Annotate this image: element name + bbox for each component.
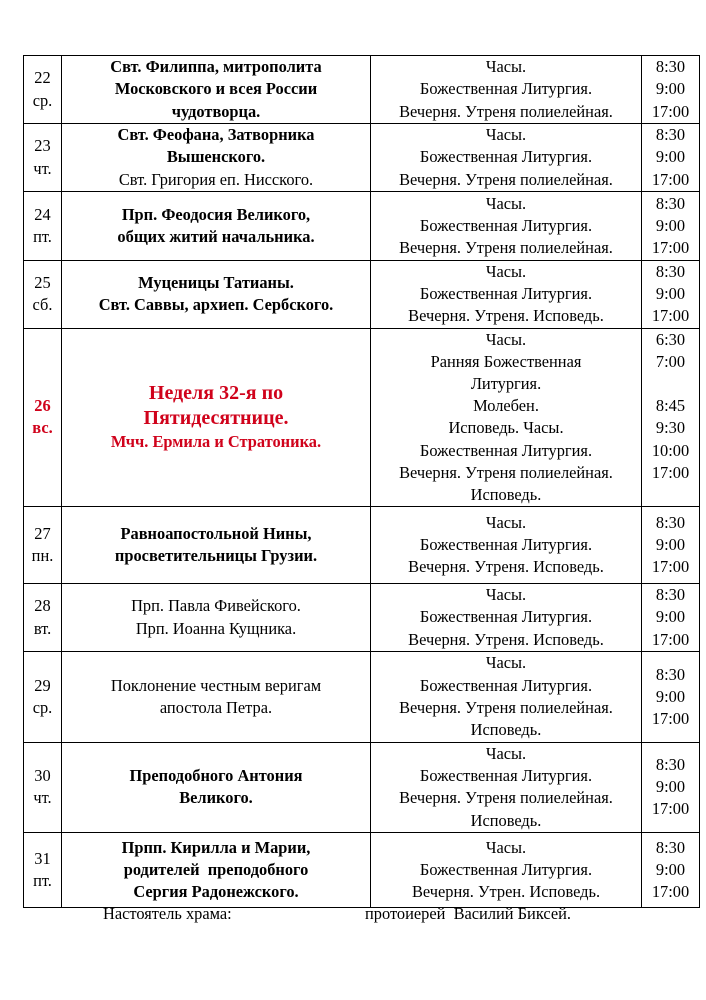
service-line: Вечерня. Утреня полиелейная. xyxy=(399,238,613,258)
feast-cell xyxy=(62,742,371,832)
services-cell xyxy=(371,507,642,584)
weekday: пн. xyxy=(31,546,54,566)
service-time: 17:00 xyxy=(651,629,690,649)
feast-cell xyxy=(62,651,371,742)
service-line: Божественная Литургия. xyxy=(419,607,593,627)
service-line: Божественная Литургия. xyxy=(419,284,593,304)
service-time: 8:30 xyxy=(655,512,686,532)
times-cell xyxy=(642,328,700,507)
service-line: Божественная Литургия. xyxy=(419,675,593,695)
service-time: 17:00 xyxy=(651,238,690,258)
day-cell xyxy=(24,192,62,261)
services-cell xyxy=(371,584,642,652)
feast-cell xyxy=(62,328,371,507)
service-line: Вечерня. Утреня. Исповедь. xyxy=(408,557,604,577)
service-time: 9:00 xyxy=(655,79,686,99)
day-cell xyxy=(24,507,62,584)
feast-line: Московского и всея России xyxy=(114,79,318,99)
service-line: Вечерня. Утреня. Исповедь. xyxy=(408,629,604,649)
service-line: Часы. xyxy=(485,125,527,145)
day-cell xyxy=(24,56,62,124)
services-cell xyxy=(371,261,642,329)
schedule-row xyxy=(24,832,700,907)
day-number: 26 xyxy=(34,396,51,416)
day-number: 28 xyxy=(34,596,51,616)
day-number: 24 xyxy=(34,204,51,224)
schedule-row xyxy=(24,124,700,192)
feast-line: Прпп. Кирилла и Марии, xyxy=(121,837,311,857)
feast-note: Свт. Григория еп. Нисского. xyxy=(118,169,314,189)
feast-line: Сергия Радонежского. xyxy=(133,881,299,901)
feast-line: апостола Петра. xyxy=(159,697,273,717)
times-cell xyxy=(642,832,700,907)
service-line: Часы. xyxy=(485,329,527,349)
weekday: чт. xyxy=(33,788,52,808)
service-line: Божественная Литургия. xyxy=(419,215,593,235)
service-time: 17:00 xyxy=(651,881,690,901)
times-cell xyxy=(642,584,700,652)
day-cell xyxy=(24,261,62,329)
service-time: 6:30 xyxy=(655,329,686,349)
schedule-row xyxy=(24,651,700,742)
service-time: 10:00 xyxy=(651,440,690,460)
service-time: 17:00 xyxy=(651,799,690,819)
day-number: 25 xyxy=(34,273,51,293)
service-time: 9:00 xyxy=(655,215,686,235)
day-cell xyxy=(24,328,62,507)
schedule-row xyxy=(24,507,700,584)
service-time: 17:00 xyxy=(651,708,690,728)
service-time: 7:00 xyxy=(655,351,686,371)
service-time: 8:30 xyxy=(655,664,686,684)
day-number: 27 xyxy=(34,524,51,544)
day-cell xyxy=(24,832,62,907)
service-line: Вечерня. Утреня полиелейная. xyxy=(399,697,613,717)
service-line: Литургия. xyxy=(470,374,542,394)
service-line: Часы. xyxy=(485,262,527,281)
feast-cell xyxy=(62,124,371,192)
feast-cell xyxy=(62,56,371,124)
services-cell xyxy=(371,742,642,832)
service-time: 8:30 xyxy=(655,125,686,145)
times-cell xyxy=(642,192,700,261)
feast-title-line: Пятидесятнице. xyxy=(143,407,289,430)
time-spacer xyxy=(642,373,699,395)
feast-line: Муценицы Татианы. xyxy=(138,273,294,293)
day-cell xyxy=(24,651,62,742)
service-line: Часы. xyxy=(485,837,527,857)
service-line: Ранняя Божественная xyxy=(430,351,582,371)
services-cell xyxy=(371,651,642,742)
feast-line: Прп. Иоанна Кущника. xyxy=(135,618,297,638)
schedule-row xyxy=(24,261,700,329)
service-line: Исповедь. xyxy=(470,720,542,740)
service-line: Вечерня. Утрен. Исповедь. xyxy=(411,881,601,901)
service-line: Божественная Литургия. xyxy=(419,535,593,555)
feast-subtitle: Мчч. Ермила и Стратоника. xyxy=(110,432,322,452)
day-number: 23 xyxy=(34,136,51,156)
service-line: Вечерня. Утреня. Исповедь. xyxy=(408,306,604,326)
schedule-row xyxy=(24,742,700,832)
service-time: 9:00 xyxy=(655,607,686,627)
feast-line: Свт. Саввы, архиеп. Сербского. xyxy=(98,295,334,315)
signature-line xyxy=(0,903,706,927)
feast-line: Вышенского. xyxy=(166,147,266,167)
service-line: Божественная Литургия. xyxy=(419,766,593,786)
feast-line: Свт. Феофана, Затворника xyxy=(117,125,315,145)
rector-label: Настоятель храма: xyxy=(103,904,232,923)
weekday: чт. xyxy=(33,158,52,178)
service-line: Исповедь. xyxy=(470,810,542,830)
service-line: Часы. xyxy=(485,743,527,763)
day-number: 29 xyxy=(34,675,51,695)
service-line: Часы. xyxy=(485,57,527,77)
weekday: пт. xyxy=(33,227,52,246)
feast-cell xyxy=(62,261,371,329)
service-time: 8:30 xyxy=(655,193,686,213)
weekday: сб. xyxy=(32,295,53,315)
schedule-row-sunday xyxy=(24,328,700,507)
service-line: Часы. xyxy=(485,512,527,532)
weekday: ср. xyxy=(32,697,53,717)
feast-line: Прп. Феодосия Великого, xyxy=(121,204,311,224)
service-line: Божественная Литургия. xyxy=(419,859,593,879)
services-cell xyxy=(371,124,642,192)
service-time: 17:00 xyxy=(651,101,690,121)
service-time: 17:00 xyxy=(651,462,690,482)
weekday: пт. xyxy=(33,870,52,890)
service-time: 17:00 xyxy=(651,169,690,189)
services-cell xyxy=(371,328,642,507)
times-cell xyxy=(642,124,700,192)
feast-line: просветительницы Грузии. xyxy=(114,546,318,566)
service-line: Божественная Литургия. xyxy=(419,79,593,99)
feast-line: Преподобного Антония xyxy=(129,766,303,786)
service-line: Вечерня. Утреня полиелейная. xyxy=(399,788,613,808)
day-cell xyxy=(24,124,62,192)
service-line: Божественная Литургия. xyxy=(419,147,593,167)
service-time: 8:30 xyxy=(655,585,686,605)
rector-name: протоиерей Василий Биксей. xyxy=(365,904,572,923)
weekday: вс. xyxy=(32,418,53,438)
service-time: 8:30 xyxy=(655,837,686,857)
schedule-row xyxy=(24,192,700,261)
service-time: 8:45 xyxy=(655,396,686,416)
feast-title-line: Неделя 32-я по xyxy=(148,382,284,405)
times-cell xyxy=(642,507,700,584)
service-line: Вечерня. Утреня полиелейная. xyxy=(399,462,613,482)
service-time: 9:00 xyxy=(655,535,686,555)
feast-line: Равноапостольной Нины, xyxy=(120,524,312,544)
feast-cell xyxy=(62,192,371,261)
service-time: 9:00 xyxy=(655,777,686,797)
service-line: Часы. xyxy=(485,585,527,605)
day-number: 30 xyxy=(34,766,51,786)
service-line: Часы. xyxy=(485,653,527,673)
feast-line: чудотворца. xyxy=(171,101,261,121)
service-line: Исповедь. Часы. xyxy=(448,418,564,438)
feast-line: родителей преподобного xyxy=(123,859,309,879)
service-time: 17:00 xyxy=(651,306,690,326)
day-cell xyxy=(24,742,62,832)
feast-cell xyxy=(62,584,371,652)
service-line: Исповедь. xyxy=(470,485,542,505)
service-time: 9:30 xyxy=(655,418,686,438)
service-time: 9:00 xyxy=(655,147,686,167)
schedule-table xyxy=(23,55,700,908)
services-cell xyxy=(371,192,642,261)
feast-cell xyxy=(62,507,371,584)
weekday: ср. xyxy=(32,90,53,110)
service-time: 9:00 xyxy=(655,284,686,304)
service-line: Часы. xyxy=(485,193,527,213)
times-cell xyxy=(642,56,700,124)
services-cell xyxy=(371,56,642,124)
feast-line: Свт. Филиппа, митрополита xyxy=(110,57,322,77)
times-cell xyxy=(642,742,700,832)
feast-line: Прп. Павла Фивейского. xyxy=(131,596,301,616)
times-cell xyxy=(642,651,700,742)
feast-line: общих житий начальника. xyxy=(117,227,315,246)
service-time: 8:30 xyxy=(655,57,686,77)
weekday: вт. xyxy=(33,618,52,638)
feast-line: Великого. xyxy=(179,788,253,808)
schedule-row xyxy=(24,584,700,652)
day-cell xyxy=(24,584,62,652)
service-line: Вечерня. Утреня полиелейная. xyxy=(399,101,613,121)
service-time: 9:00 xyxy=(655,686,686,706)
service-line: Вечерня. Утреня полиелейная. xyxy=(399,169,613,189)
feast-cell xyxy=(62,832,371,907)
services-cell xyxy=(371,832,642,907)
schedule-row xyxy=(24,56,700,124)
day-number: 22 xyxy=(34,68,51,88)
feast-line: Поклонение честным веригам xyxy=(110,675,322,695)
service-line: Божественная Литургия. xyxy=(419,440,593,460)
times-cell xyxy=(642,261,700,329)
day-number: 31 xyxy=(34,848,51,868)
service-time: 9:00 xyxy=(655,859,686,879)
service-time: 8:30 xyxy=(655,755,686,775)
service-time: 17:00 xyxy=(651,557,690,577)
service-time: 8:30 xyxy=(655,262,686,281)
service-line: Молебен. xyxy=(473,396,539,416)
